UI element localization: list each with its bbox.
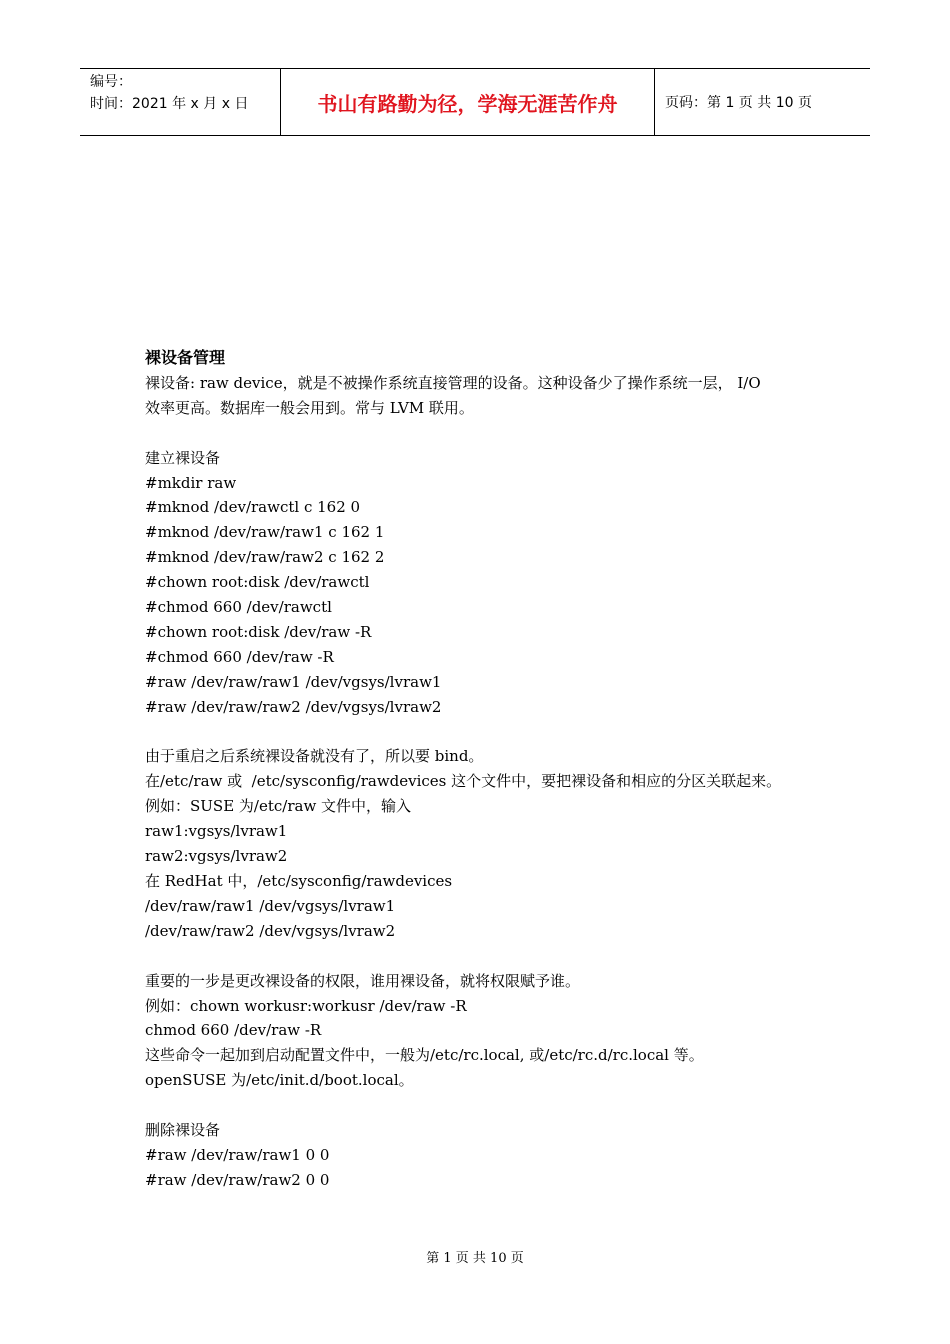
blank-line (145, 944, 815, 969)
body-line: #chown root:disk /dev/rawctl (145, 573, 370, 592)
body-line: #mknod /dev/rawctl c 162 0 (145, 498, 361, 517)
body-line: 由于重启之后系统裸设备就没有了，所以要 bind。 (145, 747, 484, 766)
body-line: #mknod /dev/raw/raw1 c 162 1 (145, 523, 385, 542)
body-line: 例如：SUSE 为/etc/raw 文件中，输入 (145, 797, 412, 816)
body-line: #chown root:disk /dev/raw -R (145, 622, 372, 641)
body-line: #raw /dev/raw/raw2 /dev/vgsys/lvraw2 (145, 697, 442, 716)
blank-line (145, 421, 815, 446)
number-label: 编号： (90, 74, 132, 90)
body-line: #raw /dev/raw/raw1 /dev/vgsys/lvraw1 (145, 672, 442, 691)
page-info: 页码：第 1 页 共 10 页 (665, 95, 812, 111)
body-line: chmod 660 /dev/raw -R (145, 1021, 322, 1040)
body-line: 重要的一步是更改裸设备的权限，谁用裸设备，就将权限赋予谁。 (145, 971, 581, 990)
motto-text: 书山有路勤为径，学海无涯苦作舟 (317, 91, 618, 116)
body-line: #chmod 660 /dev/raw -R (145, 647, 334, 666)
document-body (145, 346, 815, 1193)
date-label: 时间：2021 年 x 月 x 日 (90, 96, 249, 112)
header-motto-cell (281, 69, 655, 135)
body-line: raw2:vgsys/lvraw2 (145, 847, 288, 866)
body-line: #mkdir raw (145, 473, 237, 492)
document-header (80, 68, 870, 136)
body-line: #raw /dev/raw/raw2 0 0 (145, 1170, 330, 1189)
section-title: 裸设备管理 (145, 348, 226, 367)
body-line: 裸设备: raw device，就是不被操作系统直接管理的设备。这种设备少了操作系统一层， I/O (145, 373, 761, 392)
body-line: /dev/raw/raw2 /dev/vgsys/lvraw2 (145, 921, 396, 940)
body-line: /dev/raw/raw1 /dev/vgsys/lvraw1 (145, 896, 396, 915)
body-line: 这些命令一起加到启动配置文件中，一般为/etc/rc.local, 或/etc/rc.d/rc.local 等。 (145, 1046, 704, 1065)
footer-page-number: 第 1 页 共 10 页 (426, 1251, 524, 1266)
body-line: openSUSE 为/etc/init.d/boot.local。 (145, 1071, 414, 1090)
page-footer (0, 1247, 950, 1266)
body-line: 在 RedHat 中，/etc/sysconfig/rawdevices (145, 872, 453, 890)
body-line: 例如：chown workusr:workusr /dev/raw -R (145, 996, 467, 1015)
body-line: 效率更高。数据库一般会用到。常与 LVM 联用。 (145, 398, 474, 417)
body-line: 建立裸设备 (145, 448, 221, 467)
header-page-cell (655, 69, 870, 135)
body-line: #mknod /dev/raw/raw2 c 162 2 (145, 548, 385, 567)
header-meta-cell (80, 69, 281, 135)
body-line: #raw /dev/raw/raw1 0 0 (145, 1145, 330, 1164)
body-line: 删除裸设备 (145, 1121, 221, 1140)
body-line: 在/etc/raw 或 /etc/sysconfig/rawdevices 这个文件中，要把裸设备和相应的分区关联起来。 (145, 772, 782, 791)
body-line: raw1:vgsys/lvraw1 (145, 822, 288, 841)
blank-line (145, 720, 815, 745)
body-lines (145, 371, 815, 1193)
blank-line (145, 1093, 815, 1118)
body-line: #chmod 660 /dev/rawctl (145, 598, 332, 617)
